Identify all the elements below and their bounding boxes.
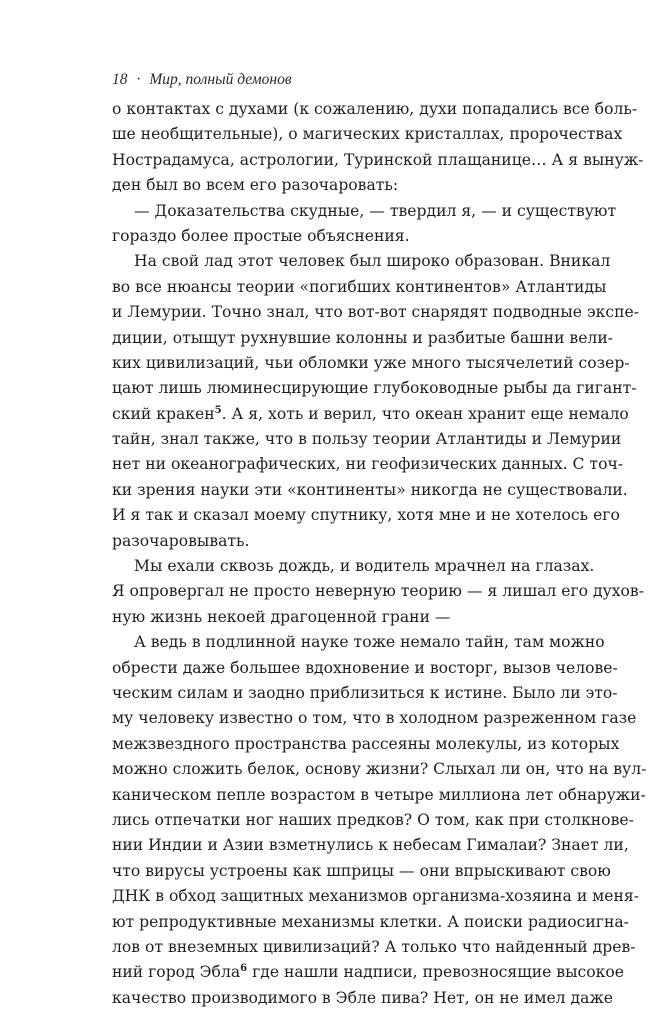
line-text: ки зрения науки эти «континенты» никогда не существовали.	[112, 480, 628, 499]
text-line	[112, 605, 552, 630]
line-text-continued: . А я, хоть и верил, что океан хранит еще немало	[221, 404, 629, 423]
line-text: Я опровергал не просто неверную теорию — я лишал его духов-	[112, 582, 644, 601]
text-line	[112, 706, 637, 731]
line-text: лись отпечатки ног наших предков? О том, как при столкнове-	[112, 810, 634, 829]
line-text: ческим силам и заодно приблизиться к истине. Было ли это-	[112, 683, 618, 702]
line-text: ний город Эбла	[112, 963, 241, 982]
line-text: лов от внеземных цивилизаций? А только что найденный древ-	[112, 937, 636, 956]
line-text: тайн, знал также, что в пользу теории Атлантиды и Лемурии	[112, 430, 622, 449]
text-line	[112, 376, 637, 401]
line-text: нет ни океанографических, ни геофизических данных. С точ-	[112, 455, 624, 474]
text-line	[112, 148, 644, 173]
line-text: ден был во всем его разочаровать:	[112, 176, 399, 195]
line-text: во все нюансы теории «погибших континентов» Атлантиды	[112, 277, 607, 296]
text-line	[112, 529, 552, 554]
text-line	[112, 300, 640, 325]
footnote-marker: 5	[214, 404, 222, 416]
line-text-continued: где нашли надписи, превозносящие высокое	[247, 963, 624, 982]
footnote-marker: 6	[240, 963, 248, 975]
line-text: цают лишь люминесцирующие глубоководные рыбы да гигант-	[112, 379, 637, 398]
text-line	[112, 402, 629, 427]
line-text: ский кракен	[112, 404, 215, 423]
text-line	[112, 935, 636, 960]
chapter-title: Мир, полный демонов	[149, 71, 292, 88]
text-line	[112, 859, 611, 884]
text-line	[112, 351, 630, 376]
text-line	[112, 960, 624, 985]
running-head	[112, 70, 292, 90]
text-line	[112, 97, 638, 122]
text-line	[112, 173, 552, 198]
line-text: что вирусы устроены как шприцы — они впрыскивают свою	[112, 861, 611, 880]
line-text: межзвездного пространства рассеяны молекулы, из которых	[112, 734, 620, 753]
line-text: му человеку известно о том, что в холодном разреженном газе	[112, 709, 637, 728]
line-text: качество производимого в Эбле пива? Нет, он не имел даже	[112, 988, 614, 1007]
text-line	[112, 326, 614, 351]
text-line	[112, 554, 595, 579]
text-line	[112, 579, 644, 604]
text-line	[112, 833, 629, 858]
line-text: Нострадамуса, астрологии, Туринской плащанице… А я вынуж-	[112, 150, 644, 169]
text-line	[112, 224, 552, 249]
line-text: А ведь в подлинной науке тоже немало тайн, там можно	[134, 633, 605, 652]
line-text: можно сложить белок, основу жизни? Слыхал ли он, что на вул-	[112, 760, 647, 779]
line-text: о контактах с духами (к сожалению, духи попадались все боль-	[112, 100, 638, 118]
text-line	[112, 249, 611, 274]
line-text: ДНК в обход защитных механизмов организма-хозяина и меня-	[112, 887, 640, 906]
line-text: ют репродуктивные механизмы клетки. А поиски радиосигна-	[112, 912, 629, 931]
line-text: гораздо более простые объяснения.	[112, 226, 410, 245]
text-line	[112, 503, 620, 528]
text-line	[112, 681, 618, 706]
text-line	[112, 478, 628, 503]
text-line	[112, 656, 618, 681]
text-line	[112, 884, 640, 909]
line-text: и Лемурии. Точно знал, что вот-вот снарядят подводные экспе-	[112, 303, 640, 322]
text-line	[112, 783, 646, 808]
text-line	[112, 910, 629, 935]
text-line	[112, 275, 607, 300]
text-line	[112, 732, 620, 757]
line-text: ких цивилизаций, чьи обломки уже много тысячелетий созер-	[112, 353, 630, 372]
line-text: каническом пепле возрастом в четыре миллиона лет обнаружи-	[112, 785, 646, 804]
line-text: ную жизнь некоей драгоценной грани —	[112, 607, 451, 626]
text-line	[112, 452, 624, 477]
text-line	[112, 199, 617, 224]
line-text: ше необщительные), о магических кристаллах, пророчествах	[112, 125, 623, 144]
page-number: 18	[112, 71, 128, 88]
text-line	[112, 122, 623, 147]
line-text: разочаровывать.	[112, 531, 250, 550]
line-text: На свой лад этот человек был широко образован. Вникал	[134, 252, 611, 271]
header-separator: ·	[136, 71, 141, 88]
line-text: диции, отыщут рухнувшие колонны и разбитые башни вели-	[112, 328, 614, 347]
text-line	[112, 986, 614, 1011]
text-line	[112, 630, 605, 655]
line-text: — Доказательства скудные, — твердил я, — и существуют	[134, 201, 617, 220]
body-text	[112, 97, 647, 1011]
text-line	[112, 757, 647, 782]
line-text: Мы ехали сквозь дождь, и водитель мрачнел на глазах.	[134, 557, 595, 576]
text-line	[112, 808, 634, 833]
line-text: обрести даже большее вдохновение и восторг, вызов челове-	[112, 658, 618, 677]
line-text: нии Индии и Азии взметнулись к небесам Гималаи? Знает ли,	[112, 836, 629, 855]
text-line	[112, 427, 622, 452]
line-text: И я так и сказал моему спутнику, хотя мне и не хотелось его	[112, 506, 620, 525]
